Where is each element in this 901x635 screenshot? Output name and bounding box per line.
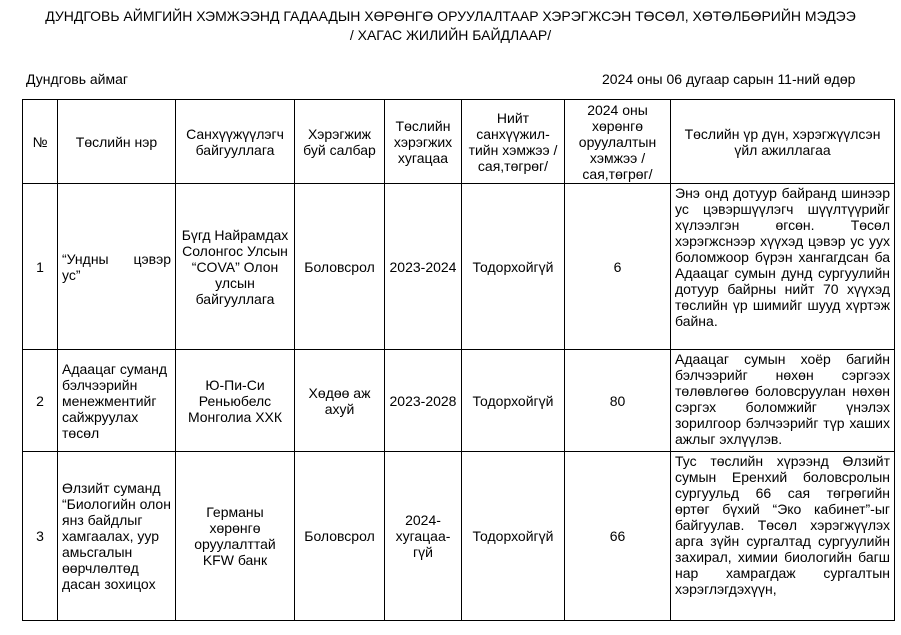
cell-total-funding: Тодорхойгүй xyxy=(462,184,565,350)
cell-no: 1 xyxy=(23,184,58,350)
cell-sector: Боловсрол xyxy=(295,452,385,621)
table-row xyxy=(23,184,895,350)
cell-period: 2023-2024 xyxy=(385,184,462,350)
cell-no: 2 xyxy=(23,350,58,452)
cell-funder: Ю-Пи-Си Реньюбелс Монголиа ХХК xyxy=(176,350,295,452)
table-header-row xyxy=(23,100,895,184)
cell-project-name: Өлзийт суманд “Биологийн олон янз байдлыг хамгаалах, уур амьсгалын өөрчлөлтөд дасан зохицох xyxy=(58,452,176,621)
projects-table xyxy=(22,99,895,621)
cell-2024-investment: 66 xyxy=(565,452,671,621)
header-project-name: Төслийн нэр xyxy=(58,100,176,184)
title-line-1: ДУНДГОВЬ АЙМГИЙН ХЭМЖЭЭНД ГАДААДЫН ХӨРӨНГӨ ОРУУЛАЛТААР ХЭРЭГЖСЭН ТӨСӨЛ, ХӨТӨЛБӨРИЙН МЭДЭЭ xyxy=(45,8,856,24)
cell-result-text: Адаацаг сумын хоёр багийн бэлчээрийг нөхөн сэргээх төлөвлөгөө боловсруулан нөхөн сэргэх боломжийг үнэлэх зорилгоор бэлчээрийг түр хаших ажлыг эхлүүлэв. xyxy=(675,351,890,447)
cell-total-funding: Тодорхойгүй xyxy=(462,452,565,621)
cell-result-text: Энэ онд дотуур байранд шинээр ус цэвэршүүлэгч шүүлтүүрийг хүлээлгэн өгсөн. Төсөл хэрэгжснээр хүүхэд цэвэр ус уух боломжоор бүрэн хангагдсан ба Адаацаг сумын дунд сургуулийн дотуур байрны нийт 70 хүүхэд төслийн үр шимийг шууд хүртэж байна. xyxy=(675,185,890,329)
cell-no: 3 xyxy=(23,452,58,621)
cell-period: 2023-2028 xyxy=(385,350,462,452)
header-no: № xyxy=(23,100,58,184)
cell-result-text: Тус төслийн хүрээнд Өлзийт сумын Еренхий боловсролын сургуульд 66 сая төгрөгийн өртөг бүхий “Эко кабинет”-ыг байгуулав. Төсөл хэрэгжүүлэх арга зүйн сургалтад сургуулийн захирал, химии биологийн багш нар хамрагдаж сургалтын хэрэглэгдэхүүн, xyxy=(675,453,890,597)
cell-total-funding: Тодорхойгүй xyxy=(462,350,565,452)
cell-result xyxy=(671,452,895,621)
cell-2024-investment: 6 xyxy=(565,184,671,350)
cell-funder: Бүгд Найрамдах Солонгос Улсын “COVA” Олон улсын байгууллага xyxy=(176,184,295,350)
header-2024-investment: 2024 оны хөрөнгө оруулалтын хэмжээ /сая,төгрөг/ xyxy=(565,100,671,184)
cell-result xyxy=(671,184,895,350)
region-label: Дундговь аймаг xyxy=(26,71,129,87)
title-line-2: / ХАГАС ЖИЛИЙН БАЙДЛААР/ xyxy=(349,27,552,43)
report-date: 2024 оны 06 дугаар сарын 11-ний өдөр xyxy=(602,71,856,87)
cell-sector: Хөдөө аж ахуй xyxy=(295,350,385,452)
cell-result xyxy=(671,350,895,452)
cell-2024-investment: 80 xyxy=(565,350,671,452)
cell-period: 2024-хугацаа-гүй xyxy=(385,452,462,621)
header-sector: Хэрэгжиж буй салбар xyxy=(295,100,385,184)
header-period: Төслийн хэрэгжих хугацаа xyxy=(385,100,462,184)
cell-funder: Германы хөрөнгө оруулалттай KFW банк xyxy=(176,452,295,621)
cell-project-name: “Ундны цэвэр ус” xyxy=(58,184,176,350)
document-title xyxy=(0,7,901,45)
cell-sector: Боловсрол xyxy=(295,184,385,350)
header-total-funding: Нийт санхүүжил-тийн хэмжээ /сая,төгрөг/ xyxy=(462,100,565,184)
header-result: Төслийн үр дүн, хэрэгжүүлсэн үйл ажиллагаа xyxy=(671,100,895,184)
table-row xyxy=(23,350,895,452)
header-funder: Санхүүжүүлэгч байгууллага xyxy=(176,100,295,184)
cell-project-name: Адаацаг суманд бэлчээрийн менежментийг сайжруулах төсөл xyxy=(58,350,176,452)
table-row xyxy=(23,452,895,621)
